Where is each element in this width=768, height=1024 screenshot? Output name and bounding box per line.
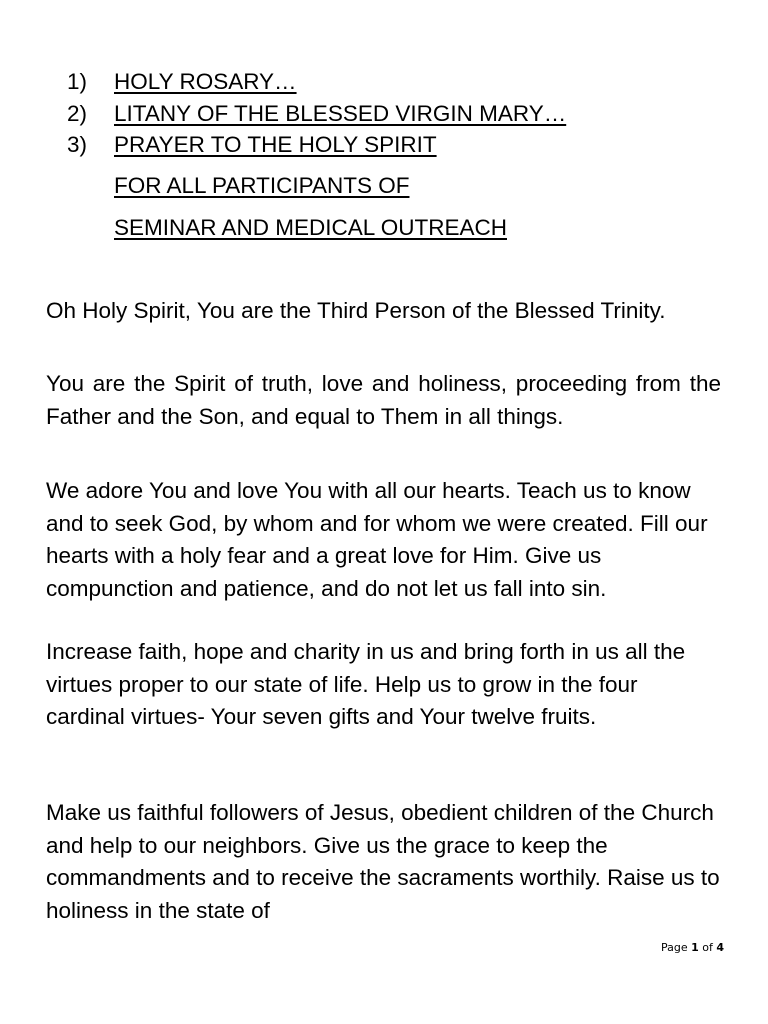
page-of-label: of — [702, 941, 713, 954]
heading-text: HOLY ROSARY… — [114, 69, 297, 94]
page-label: Page — [661, 941, 688, 954]
heading-number: 2) — [67, 100, 88, 126]
heading-text: LITANY OF THE BLESSED VIRGIN MARY… — [114, 100, 567, 126]
heading-number: 1) — [67, 69, 88, 94]
heading-item — [67, 66, 747, 98]
heading-item — [67, 98, 747, 130]
heading-subline-seminar: SEMINAR AND MEDICAL OUTREACH — [114, 215, 507, 240]
paragraph-trinity: Oh Holy Spirit, You are the Third Person of the Blessed Trinity. — [46, 298, 666, 323]
heading-number: 3) — [67, 132, 88, 157]
paragraph-faithful-followers: Make us faithful followers of Jesus, obedient children of the Church and help to our neighbors. Give us the grace to keep the commandments and to receive the sacraments worthily. Raise us to holiness in the state of — [46, 800, 720, 923]
total-page-count: 4 — [716, 941, 725, 954]
heading-item — [67, 129, 747, 161]
current-page-number: 1 — [691, 941, 699, 954]
paragraph-increase-faith: Increase faith, hope and charity in us and bring forth in us all the virtues proper to our state of life. Help us to grow in the four cardinal virtues- Your seven gifts and Your twelve fruits. — [46, 639, 686, 729]
heading-text: PRAYER TO THE HOLY SPIRIT — [114, 132, 437, 157]
page-number-footer — [661, 941, 724, 954]
heading-subline-participants: FOR ALL PARTICIPANTS OF — [114, 173, 410, 198]
paragraph-adore: We adore You and love You with all our hearts. Teach us to know and to seek God, by whom and for whom we were created. Fill our hearts with a holy fear and a great love for Him. Give us compunction and patience, and do not let us fall into sin. — [46, 478, 708, 601]
heading-list — [67, 66, 747, 161]
paragraph-spirit-of-truth: You are the Spirit of truth, love and holiness, proceeding from the Father and the Son, and equal to Them in all things. — [46, 371, 721, 429]
